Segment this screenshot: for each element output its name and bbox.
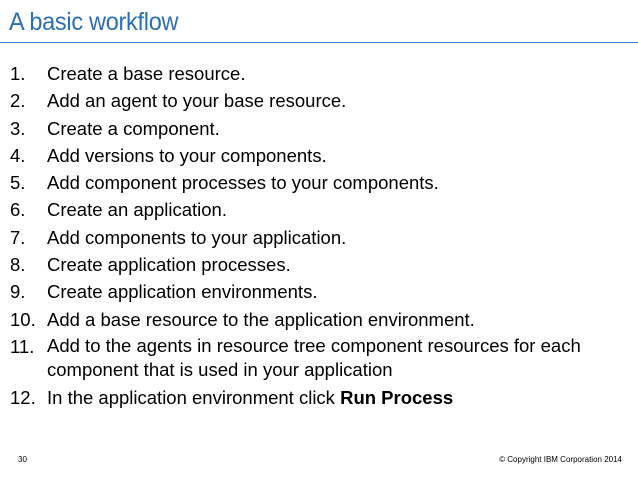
step-number: 8. — [10, 254, 26, 276]
step-text: Create an application. — [47, 199, 227, 221]
step-number: 4. — [10, 144, 26, 166]
step-text — [47, 384, 630, 411]
step-number: 5. — [10, 172, 26, 194]
workflow-steps-list — [10, 60, 630, 411]
step-number: 2. — [10, 90, 26, 112]
workflow-step — [10, 306, 630, 333]
step-text: Add a base resource to the application environment. — [47, 308, 475, 330]
workflow-step — [10, 169, 630, 196]
workflow-step — [10, 251, 630, 278]
workflow-step — [10, 224, 630, 251]
step-number: 1. — [10, 63, 26, 84]
workflow-step — [10, 115, 630, 142]
step-text: Create application environments. — [47, 281, 318, 303]
step-number: 11. — [10, 335, 35, 357]
step-text: Add components to your application. — [47, 226, 347, 248]
step-number: 7. — [10, 226, 26, 248]
step-number: 6. — [10, 199, 26, 221]
copyright-notice: © Copyright IBM Corporation 2014 — [499, 455, 622, 464]
step-text: Create application processes. — [47, 254, 291, 276]
step-text: Add to the agents in resource tree component resources for each component that is used in your application — [47, 334, 581, 380]
slide-title: A basic workflow — [9, 8, 179, 36]
step-number: 10. — [10, 308, 36, 330]
run-process-emphasis: Run Process — [340, 386, 454, 408]
step-text: Add versions to your components. — [47, 144, 327, 166]
workflow-step — [10, 278, 630, 305]
step-text: Add component processes to your components. — [47, 172, 439, 194]
step-number: 9. — [10, 281, 26, 303]
workflow-step — [10, 142, 630, 169]
workflow-step — [10, 196, 630, 223]
step-text: Create a component. — [47, 117, 220, 139]
workflow-step — [10, 60, 630, 87]
workflow-step — [10, 384, 630, 411]
workflow-step — [10, 87, 630, 114]
step-number: 12. — [10, 386, 36, 408]
step-text: Create a base resource. — [47, 63, 246, 84]
page-number: 30 — [18, 455, 27, 464]
step-number: 3. — [10, 117, 26, 139]
title-underline-rule — [0, 42, 638, 43]
step-text: Add an agent to your base resource. — [47, 90, 347, 112]
workflow-step — [10, 333, 630, 384]
step-text-plain: In the application environment click — [47, 386, 341, 408]
